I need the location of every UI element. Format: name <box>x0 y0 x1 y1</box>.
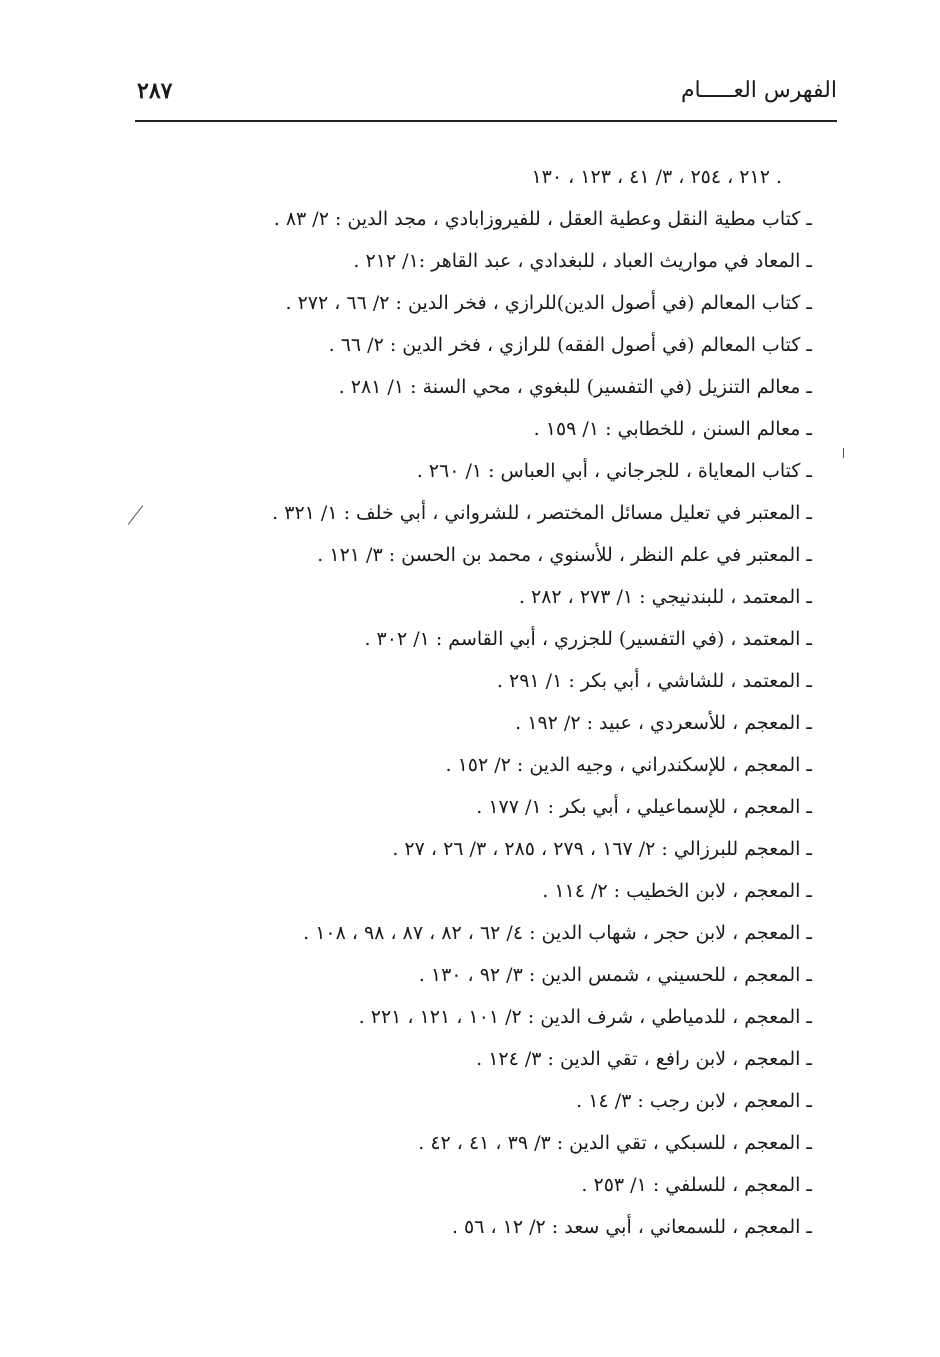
index-entry: ـ المعجم ، للإسكندراني ، وجيه الدين : ٢/ ١٥٢ . <box>445 754 812 776</box>
index-entry: ـ المعتمد ، للبندنيجي : ١/ ٢٧٣ ، ٢٨٢ . <box>518 586 812 608</box>
index-entry-continuation: ٢١٢ ، ٢٥٤ ، ٣/ ٤١ ، ١٢٣ ، ١٣٠ . <box>531 166 782 188</box>
index-entry: ـ المعتمد ، (في التفسير) للجزري ، أبي القاسم : ١/ ٣٠٢ . <box>364 628 812 650</box>
index-entry: ـ المعجم ، لابن الخطيب : ٢/ ١١٤ . <box>542 880 812 902</box>
page-number: ٢٨٧ <box>137 78 173 104</box>
index-entry: ـ كتاب المعالم (في أصول الفقه) للرازي ، فخر الدين : ٢/ ٦٦ . <box>328 334 812 356</box>
index-entry: ـ المعجم ، لابن رجب : ٣/ ١٤ . <box>576 1090 812 1112</box>
index-entry: ـ المعجم ، للسلفي : ١/ ٢٥٣ . <box>581 1174 812 1196</box>
index-entry: ـ المعجم ، للأسعردي ، عبيد : ٢/ ١٩٢ . <box>515 712 812 734</box>
running-title: الفهرس العـــــام <box>680 78 837 103</box>
index-entry: ـ المعجم للبرزالي : ٢/ ١٦٧ ، ٢٧٩ ، ٢٨٥ ، ٣/ ٢٦ ، ٢٧ . <box>392 838 812 860</box>
index-entry: ـ معالم التنزيل (في التفسير) للبغوي ، محي السنة : ١/ ٢٨١ . <box>338 376 812 398</box>
index-entry: ـ المعاد في مواريث العباد ، للبغدادي ، عبد القاهر :١/ ٢١٢ . <box>353 250 812 272</box>
index-entry: ـ كتاب مطية النقل وعطية العقل ، للفيروزابادي ، مجد الدين : ٢/ ٨٣ . <box>273 208 812 230</box>
index-entry: ـ المعتبر في تعليل مسائل المختصر ، للشرواني ، أبي خلف : ١/ ٣٢١ . <box>272 502 812 524</box>
index-entry: ـ المعجم ، للدمياطي ، شرف الدين : ٢/ ١٠١ ، ١٢١ ، ٢٢١ . <box>358 1006 812 1028</box>
index-entry: ـ المعجم ، للسبكي ، تقي الدين : ٣/ ٣٩ ، ٤١ ، ٤٢ . <box>418 1132 812 1154</box>
index-entry: ـ المعجم ، لابن حجر ، شهاب الدين : ٤/ ٦٢ ، ٨٢ ، ٨٧ ، ٩٨ ، ١٠٨ . <box>303 922 812 944</box>
index-entry: ـ كتاب المعاياة ، للجرجاني ، أبي العباس : ١/ ٢٦٠ . <box>416 460 812 482</box>
index-entry: ـ المعجم ، للإسماعيلي ، أبي بكر : ١/ ١٧٧ . <box>476 796 812 818</box>
header-rule <box>135 120 837 122</box>
index-entry: ـ المعجم ، للسمعاني ، أبي سعد : ٢/ ١٢ ، ٥٦ . <box>451 1216 812 1238</box>
index-entry: ـ كتاب المعالم (في أصول الدين)للرازي ، فخر الدين : ٢/ ٦٦ ، ٢٧٢ . <box>285 292 812 314</box>
index-entries-list <box>112 156 812 1248</box>
page-header <box>135 78 837 114</box>
stray-pen-mark <box>843 448 844 458</box>
index-entry: ـ المعجم ، لابن رافع ، تقي الدين : ٣/ ١٢٤ . <box>476 1048 812 1070</box>
index-entry: ـ المعتبر في علم النظر ، للأسنوي ، محمد بن الحسن : ٣/ ١٢١ . <box>317 544 812 566</box>
index-entry: ـ المعجم ، للحسيني ، شمس الدين : ٣/ ٩٢ ، ١٣٠ . <box>418 964 812 986</box>
index-entry: ـ المعتمد ، للشاشي ، أبي بكر : ١/ ٢٩١ . <box>496 670 812 692</box>
index-entry: ـ معالم السنن ، للخطابي : ١/ ١٥٩ . <box>533 418 812 440</box>
